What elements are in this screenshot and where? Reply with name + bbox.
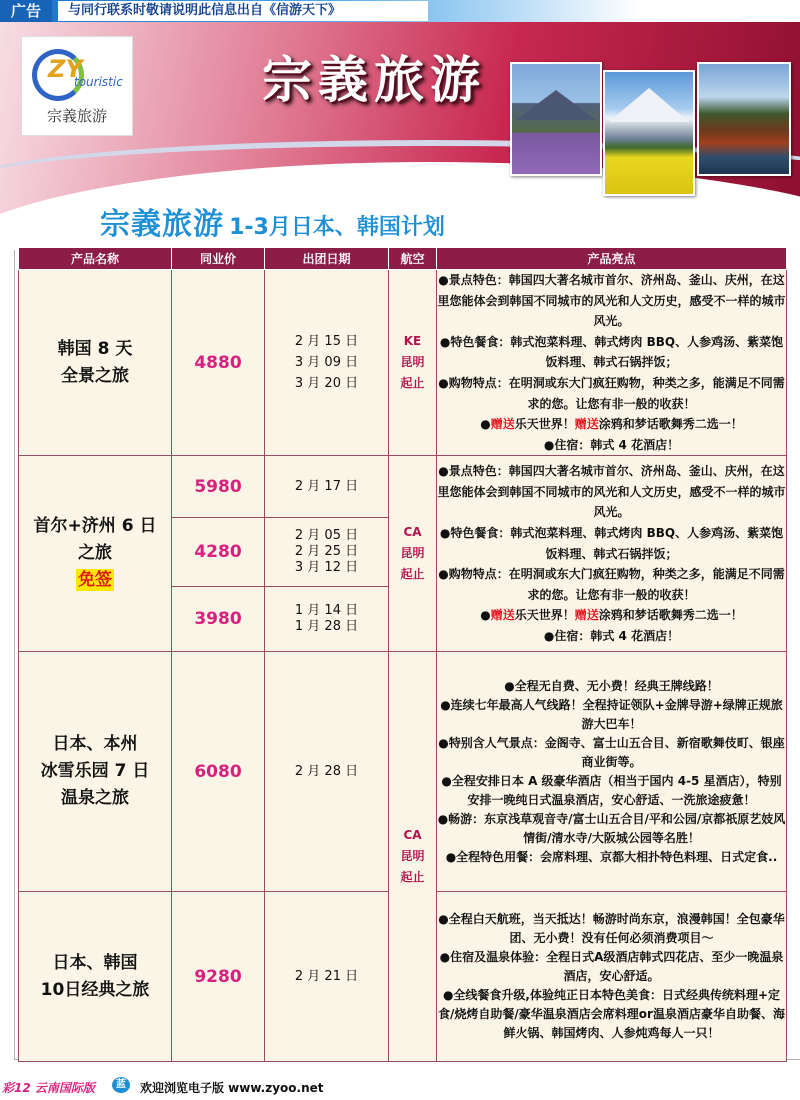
highlight-item: ●畅游：东京浅草观音寺/富士山五合目/平和公园/京都祇原艺妓风情街/清水寺/大阪城公园等名胜！ <box>437 811 786 845</box>
source-notice: 与同行联系时敬请说明此信息出自《信游天下》 <box>58 1 428 21</box>
highlight-item: ●景点特色：韩国四大著名城市首尔、济州岛、釜山、庆州，在这里您能体会到韩国不同城市的风光和人文历史，感受不一样的城市风光。 <box>437 273 786 329</box>
product-name-line: 首尔+济州 6 日 <box>33 516 157 537</box>
departure-dates <box>265 652 389 892</box>
ad-label: 广告 <box>0 0 52 22</box>
product-name-line: 全景之旅 <box>61 365 129 386</box>
table-row <box>19 652 787 892</box>
highlight-item: ●全程无自费、无小费！经典王牌线路！ <box>504 678 719 693</box>
product-name-line: 冰雪乐园 7 日 <box>40 761 150 782</box>
plan-title <box>100 199 445 243</box>
product-name <box>19 652 172 892</box>
product-name-line: 日本、韩国 <box>52 952 138 973</box>
table-row <box>19 270 787 456</box>
date: 2 月 05 日 <box>294 528 359 544</box>
date: 2 月 15 日 <box>294 334 359 350</box>
airline <box>389 652 437 1062</box>
airline <box>389 270 437 456</box>
airline-route: 起止 <box>400 870 425 885</box>
header-airline: 航空 <box>389 248 437 270</box>
departure-dates <box>265 270 389 456</box>
gift-keyword: 赠送 <box>574 608 599 623</box>
highlight-item: ●赠送乐天世界！赠送涂鸦和梦话歌舞秀二选一！ <box>480 417 743 432</box>
gift-keyword: 赠送 <box>574 417 599 432</box>
highlight-item: ●连续七年最高人气线路！全程持证领队+金牌导游+绿牌正规旅游大巴车！ <box>440 697 783 731</box>
footer-logo-icon: 蓝 <box>112 1077 130 1093</box>
product-name-line: 温泉之旅 <box>61 788 129 809</box>
header-product-name: 产品名称 <box>19 248 172 270</box>
product-name <box>19 270 172 456</box>
highlight-item: ●全程白天航班，当天抵达！畅游时尚东京，浪漫韩国！全包豪华团、无小费！没有任何必须消费项目～ <box>438 912 785 946</box>
header-departure-date: 出团日期 <box>265 248 389 270</box>
highlight-item: ●景点特色：韩国四大著名城市首尔、济州岛、釜山、庆州，在这里您能体会到韩国不同城市的风光和人文历史，感受不一样的城市风光。 <box>437 464 786 520</box>
logo-english: touristic <box>74 75 123 89</box>
highlight-item: ●住宿：韩式 4 花酒店！ <box>543 437 680 452</box>
airline-code: KE <box>403 334 422 349</box>
footer-website: 欢迎浏览电子版 www.zyoo.net <box>140 1081 324 1095</box>
price: 3980 <box>172 587 265 652</box>
date: 3 月 20 日 <box>294 376 359 392</box>
departure-dates <box>265 518 389 587</box>
highlight-item: ●购物特点：在明洞或东大门疯狂购物，种类之多，能满足不同需求的您。让您有非一般的收获！ <box>438 375 785 411</box>
highlight-item: ●特色餐食：韩式泡菜料理、韩式烤肉 BBQ、人参鸡汤、紫菜饱饭料理、韩式石锅拌饭； <box>439 525 784 561</box>
departure-dates <box>265 587 389 652</box>
highlight-item: ●购物特点：在明洞或东大门疯狂购物，种类之多，能满足不同需求的您。让您有非一般的收获！ <box>438 567 785 602</box>
date: 1 月 14 日 <box>294 603 359 619</box>
product-name-line: 之旅 <box>78 543 112 564</box>
highlights <box>437 456 787 652</box>
airline-city: 昆明 <box>400 849 425 864</box>
top-bar <box>0 0 800 22</box>
table-header-row <box>19 248 787 270</box>
price: 4280 <box>172 518 265 587</box>
highlight-item: ●住宿：韩式 4 花酒店！ <box>543 628 680 643</box>
highlight-item: ●赠送乐天世界！赠送涂鸦和梦话歌舞秀二选一！ <box>480 608 743 623</box>
company-logo <box>21 36 133 136</box>
date: 2 月 17 日 <box>294 479 359 495</box>
agency-name-cn: 云南中青国际旅行社 <box>622 198 758 212</box>
page-number: 彩12 云南国际版 <box>2 1081 95 1095</box>
highlight-item: ●住宿及温泉体验：全程日式A级酒店韩式四花店、至少一晚温泉酒店，安心舒适。 <box>439 950 784 984</box>
product-name-line: 日本、本州 <box>52 734 138 755</box>
airline-route: 起止 <box>400 376 425 391</box>
airline-code: CA <box>403 828 422 843</box>
plan-title-subtitle: 1-3月日本、韩国计划 <box>229 215 445 240</box>
photo-korean-pavilion <box>697 62 791 176</box>
airline-city: 昆明 <box>400 546 425 561</box>
departure-dates <box>265 892 389 1062</box>
gift-keyword: 赠送 <box>490 417 515 432</box>
price: 6080 <box>172 652 265 892</box>
highlight-item: ●特色餐食：韩式泡菜料理、韩式烤肉 BBQ、人参鸡汤、紫菜饱饭料理、韩式石锅拌饭； <box>439 334 784 370</box>
mountain-shape <box>516 90 596 120</box>
airline-route: 起止 <box>400 567 425 582</box>
highlight-item: ●全程特色用餐：会席料理、京都大相扑特色料理、日式定食.. <box>445 849 778 864</box>
highlights <box>437 652 787 892</box>
tour-table <box>18 247 787 1062</box>
highlight-item: ●全程安排日本 A 级豪华酒店（相当于国内 4-5 星酒店），特别安排一晚纯日式温泉酒店，安心舒适、一洗旅途疲惫！ <box>441 773 782 807</box>
date: 3 月 09 日 <box>294 355 359 371</box>
page-footer <box>0 1075 800 1097</box>
table-row <box>19 456 787 518</box>
photo-mountain-lavender <box>510 62 602 176</box>
date: 2 月 25 日 <box>294 544 359 560</box>
highlights <box>437 892 787 1062</box>
agency-name-en: China Youth Travel Sevice Co.,Ltd.,Yun Nan <box>622 212 739 230</box>
agency-mark-icon: YTS <box>580 198 620 222</box>
date: 1 月 28 日 <box>294 619 359 635</box>
departure-dates <box>265 456 389 518</box>
highlight-item: ●特别含人气景点：金阁寺、富士山五合目、新宿歌舞伎町、银座商业街等。 <box>438 735 785 769</box>
date: 2 月 21 日 <box>294 969 359 985</box>
price: 5980 <box>172 456 265 518</box>
price: 4880 <box>172 270 265 456</box>
plan-title-brand: 宗義旅游 <box>100 207 224 242</box>
date: 3 月 12 日 <box>294 560 359 576</box>
airline-code: CA <box>403 525 422 540</box>
airline-city: 昆明 <box>400 355 425 370</box>
highlight-item: ●全线餐食升级,体验纯正日本特色美食：日式经典传统料理+定食/烧烤自助餐/豪华温泉酒店会席料理or温泉酒店豪华自助餐、海鲜火锅、韩国烤肉、人参炖鸡每人一只！ <box>438 988 785 1041</box>
logo-chinese: 宗義旅游 <box>46 107 107 125</box>
product-name-line: 韩国 8 天 <box>57 338 133 359</box>
visa-free-badge: 免签 <box>78 570 112 591</box>
product-name <box>19 456 172 652</box>
agency-logo <box>580 196 790 236</box>
mountain-shape <box>609 88 689 122</box>
airline <box>389 456 437 652</box>
logo-letters: ZY <box>48 55 83 83</box>
photo-mount-fuji <box>603 70 695 196</box>
price: 9280 <box>172 892 265 1062</box>
header-highlights: 产品亮点 <box>437 248 787 270</box>
product-name-line: 10日经典之旅 <box>40 979 150 1000</box>
gift-keyword: 赠送 <box>490 608 515 623</box>
product-name <box>19 892 172 1062</box>
highlights <box>437 270 787 456</box>
date: 2 月 28 日 <box>294 764 359 780</box>
banner-title: 宗義旅游 <box>262 51 486 109</box>
header-price: 同业价 <box>172 248 265 270</box>
